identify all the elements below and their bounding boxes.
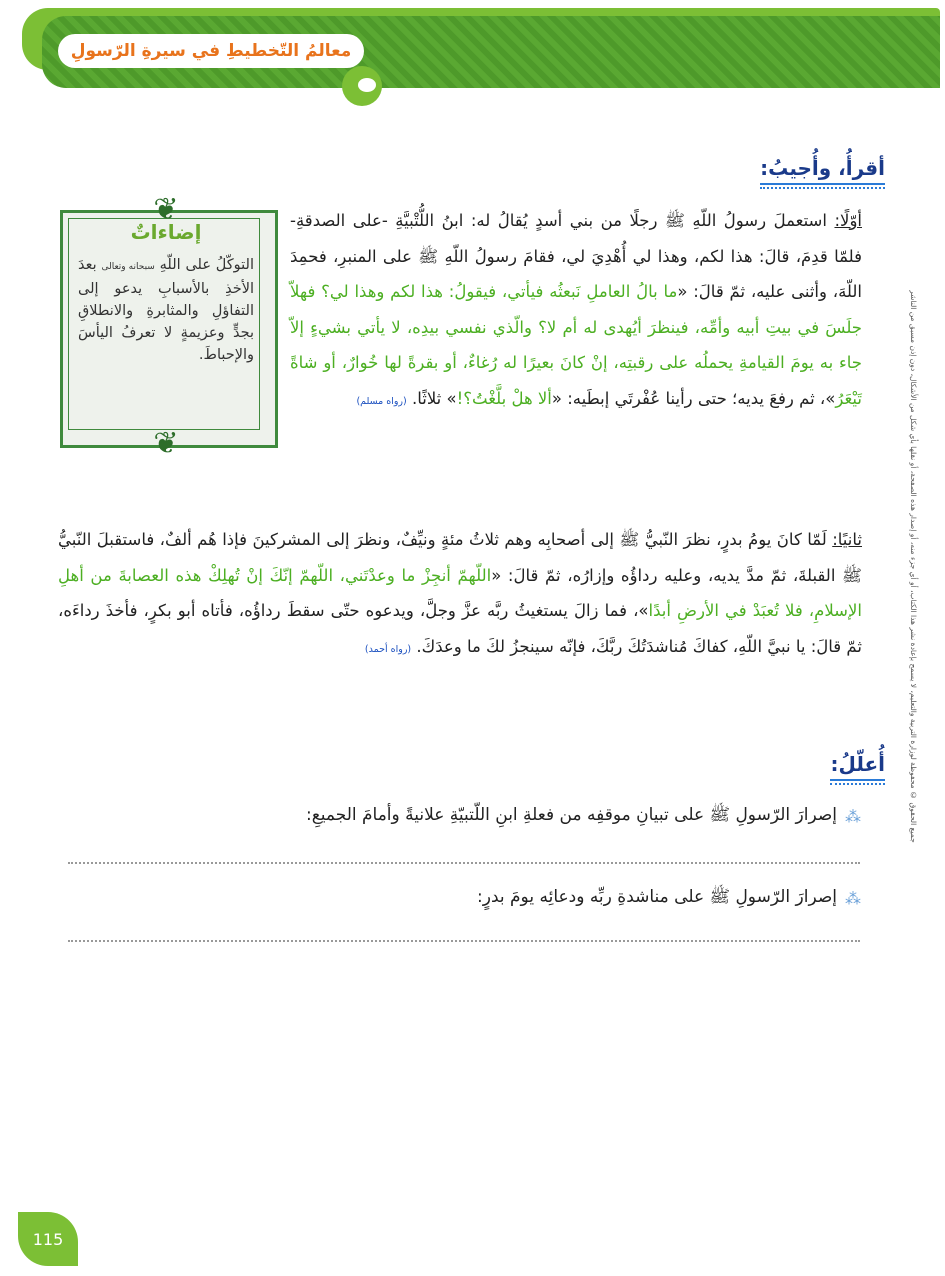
page-number: 115 [18, 1212, 78, 1266]
read-heading-text: أقرأُ، وأُجيبُ: [760, 156, 885, 180]
second-text-1: لَمّا كانَ يومُ بدرٍ، نظرَ النّبيُّ ﷺ إلى أصحابِه وهم ثلاثُ مئةٍ ونيِّفٌ، ونظرَ إلى المشركينَ فإذا هُم ألفٌ، فاستقبلَ النّبيُّ ﷺ القبلةَ، ثمّ مدَّ يديه، وعليه رداؤُه وإزارُه، ثمّ قالَ: « [58, 530, 862, 585]
second-reference: (رواه أحمد) [364, 643, 412, 655]
star-bullet-icon: ⁂ [845, 889, 861, 908]
explain-section-heading [830, 752, 885, 789]
first-text-2: »، ثم رفعَ يديه؛ حتى رأينا عُفْرتَي إبطَيه: « [551, 388, 836, 408]
first-hadith-quote-2: ألا هلْ بلَّغْتُ؟! [456, 388, 552, 408]
page-header [22, 8, 940, 90]
first-text-1: استعملَ رسولُ اللّهِ ﷺ رجلًا من بني أسدٍ يُقالُ له: ابنُ اللُّتْبيَّةِ -على الصدقةِ- فلمّا قدِمَ، قالَ: هذا لكم، وهذا لي أُهْدِيَ لي، فقامَ رسولُ اللّهِ ﷺ على المنبرِ، فحمِدَ اللّهَ، وأثنى عليه، ثمّ قالَ: « [290, 211, 863, 301]
star-bullet-icon: ⁂ [845, 807, 861, 826]
box-text-small: سبحانه وتعالى [101, 262, 155, 272]
read-section-heading [760, 156, 885, 193]
ornament-top-icon: ❦ [153, 192, 179, 227]
box-text [78, 254, 254, 366]
heading-underline [760, 183, 885, 185]
heading-dotted-line [830, 783, 885, 789]
header-ornament-hole [358, 78, 376, 92]
heading-dotted-line [760, 187, 885, 193]
box-text-post: بعدَ الأخذِ بالأسبابِ يدعو إلى التفاؤلِ والمثابرةِ والانطلاقِ بجدٍّ وعزيمةٍ لا تعرفُ اليأسَ والإحباطَ. [78, 257, 254, 363]
question-2-text: إصرارَ الرّسولِ ﷺ على مناشدةِ ربِّه ودعائِه يومَ بدرٍ: [477, 887, 837, 907]
second-hadith-quote: اللّهمّ أنجِزْ ما وعدْتَني، اللّهمّ إنّكَ إنْ تُهلِكْ هذه العصابةَ من أهلِ الإسلامِ، فلا تُعبَدْ في الأرضِ أبدًا [58, 565, 862, 620]
illuminations-box [60, 190, 272, 462]
first-paragraph [290, 203, 862, 419]
ornament-bottom-icon: ❦ [153, 426, 179, 461]
explain-heading-text: أُعلّلُ: [830, 752, 885, 776]
question-2 [477, 886, 861, 911]
second-paragraph [58, 522, 862, 667]
question-1-text: إصرارَ الرّسولِ ﷺ على تبيانِ موقفِه من فعلةِ ابنِ اللّتبيّةِ علانيةً وأمامَ الجميعِ: [305, 805, 837, 825]
answer-line-2[interactable] [68, 940, 860, 942]
chapter-title: معالمُ التّخطيطِ في سيرةِ الرّسولِ [58, 34, 364, 68]
heading-underline [830, 779, 885, 781]
first-label: أوّلًا: [834, 211, 862, 230]
box-text-pre: التوكّلُ على اللّهِ [154, 257, 254, 273]
box-title: إضاءاتٌ [130, 220, 202, 244]
copyright-note: جميع الحقوق © محفوظة لوزارة التربية والتعليم، لا يسمح بإعادة نشر هذا الكتاب، أو أي جزء منه، أو إصدار هذه الصفحة، أو نقلها بأي شكل من الأشكال، دون إذن مسبق من الناشر [909, 290, 918, 843]
first-text-3: » ثلاثًا. [411, 388, 457, 408]
second-text-2: »، فما زالَ يستغيثُ ربَّه عزَّ وجلَّ، ويدعوه حتّى سقطَ رداؤُه، فأتاه أبو بكرٍ، فأخذَ رداءَه، ثمّ قالَ: يا نبيَّ اللّهِ، كفاكَ مُناشدَتُكَ ربَّكَ، فإنّه سينجزُ لكَ ما وعدَكَ. [58, 601, 862, 656]
question-1 [306, 804, 861, 829]
first-hadith-quote: ما بالُ العاملِ نَبعثُه فيأتي، فيقولُ: هذا لكم وهذا لي؟ فهلاّ جلَسَ في بيتِ أبيه وأمِّه، فينظرَ أيُهدى له أم لا؟ والّذي نفسي بيدِه، لا يأتي بشيءٍ إلاّ جاء به يومَ القيامةِ يحملُه على رقبتِه، إنْ كانَ بعيرًا له رُغاءٌ، أو بقرةً لها خُوارٌ، أو شاةً تَيْعَرُ [290, 282, 862, 408]
second-label: ثانيًا: [832, 530, 862, 549]
first-reference: (رواه مسلم) [356, 395, 407, 407]
answer-line-1[interactable] [68, 862, 860, 864]
